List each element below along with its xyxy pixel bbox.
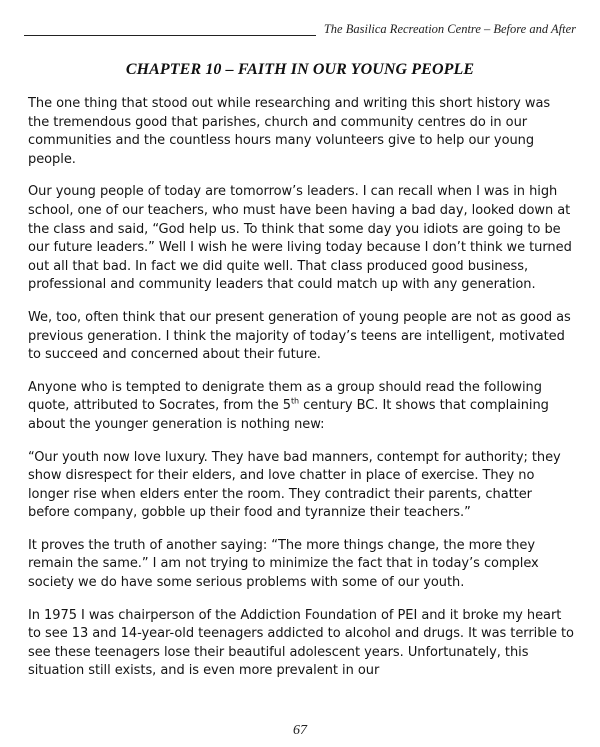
paragraph-7: In 1975 I was chairperson of the Addiction Foundation of PEI and it broke my heart to see 13 and 14-year-old teenagers addicted to alcohol and drugs. It was terrible to see these teenagers lose their beautiful adolescent years. Unfortunately, this situation still exists, and is even more prevalent in our — [28, 607, 574, 679]
superscript-th: th — [290, 396, 300, 406]
page-number: 67 — [293, 723, 307, 738]
paragraph-4-before: Anyone who is tempted to denigrate them as a group should read the following quote, attributed to Socrates, from the 5 — [28, 379, 542, 414]
socrates-quote: “Our youth now love luxury. They have bad manners, contempt for authority; they show disrespect for their elders, and love chatter in place of exercise. They no longer rise when elders enter the room. They contradict their parents, chatter before company, gobble up their food and tyrannize their teachers.” — [28, 449, 561, 521]
paragraph-4-after: century BC. It shows that complaining about the younger generation is nothing new: — [28, 398, 549, 432]
paragraph-3: We, too, often think that our present generation of young people are not as good as previous generation. I think the majority of today’s teens are intelligent, motivated to succeed and concerned about their future. — [28, 309, 571, 363]
running-title: The Basilica Recreation Centre – Before and After — [316, 22, 576, 37]
paragraph-4 — [28, 379, 575, 435]
chapter-title: CHAPTER 10 – FAITH IN OUR YOUNG PEOPLE — [125, 61, 475, 78]
body-text — [28, 95, 575, 695]
running-header — [24, 22, 576, 42]
paragraph-2: Our young people of today are tomorrow’s leaders. I can recall when I was in high school, one of our teachers, who must have been having a bad day, looked down at the class and said, “God help us. To think that some day you idiots are going to be our future leaders.” Well I wish he were living today because I don’t think we turned out all that bad. In fact we did quite well. That class produced good business, professional and community leaders that could match up with any generation. — [28, 184, 572, 293]
paragraph-1: The one thing that stood out while researching and writing this short history was the tremendous good that parishes, church and community centres do in our communities and the countless hours many volunteers give to help our young people. — [28, 96, 551, 167]
paragraph-6: It proves the truth of another saying: “The more things change, the more they remain the same.” I am not trying to minimize the fact that in today’s complex society we do have some serious problems with some of our youth. — [28, 537, 539, 591]
